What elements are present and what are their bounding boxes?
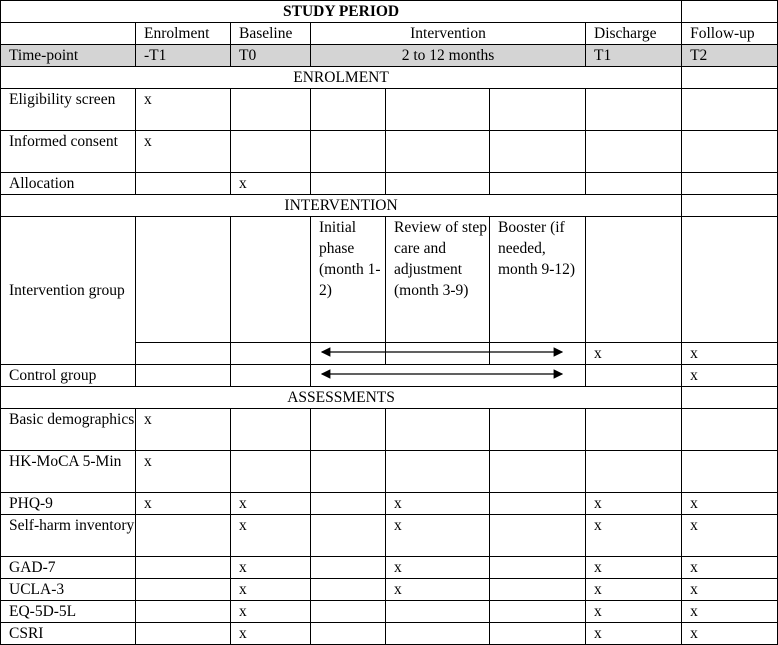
mark-cell: x bbox=[682, 623, 778, 645]
mark-cell: x bbox=[586, 601, 682, 623]
mark-cell: x bbox=[586, 343, 682, 365]
blank-cell bbox=[682, 67, 778, 89]
row-label: Basic demographics bbox=[1, 409, 136, 451]
row-label: Eligibility screen bbox=[1, 89, 136, 131]
timepoint-discharge: T1 bbox=[586, 45, 682, 67]
row-label: PHQ-9 bbox=[1, 493, 136, 515]
mark-cell bbox=[231, 131, 311, 173]
blank-cell bbox=[1, 23, 136, 45]
mark-cell bbox=[386, 601, 490, 623]
col-baseline: Baseline bbox=[231, 23, 311, 45]
mark-cell bbox=[136, 623, 231, 645]
timepoint-baseline: T0 bbox=[231, 45, 311, 67]
blank-cell bbox=[682, 1, 778, 23]
mark-cell: x bbox=[586, 579, 682, 601]
mark-cell: x bbox=[231, 557, 311, 579]
mark-cell: x bbox=[231, 515, 311, 557]
mark-cell bbox=[231, 89, 311, 131]
mark-cell: x bbox=[682, 493, 778, 515]
row-label: Allocation bbox=[1, 173, 136, 195]
mark-cell bbox=[136, 515, 231, 557]
intervention-group-label: Intervention group bbox=[1, 217, 136, 365]
timepoint-intervention: 2 to 12 months bbox=[311, 45, 586, 67]
mark-cell: x bbox=[231, 173, 311, 195]
row-label: GAD-7 bbox=[1, 557, 136, 579]
mark-cell bbox=[386, 451, 490, 493]
mark-cell: x bbox=[136, 409, 231, 451]
row-label: EQ-5D-5L bbox=[1, 601, 136, 623]
blank-cell bbox=[682, 387, 778, 409]
row-label: HK-MoCA 5-Min bbox=[1, 451, 136, 493]
mark-cell: x bbox=[586, 623, 682, 645]
mark-cell: x bbox=[386, 493, 490, 515]
section-enrolment: ENROLMENT bbox=[1, 67, 682, 89]
mark-cell: x bbox=[682, 601, 778, 623]
mark-cell: x bbox=[682, 515, 778, 557]
phase-booster: Booster (if needed, month 9-12) bbox=[490, 217, 586, 343]
mark-cell: x bbox=[231, 623, 311, 645]
mark-cell: x bbox=[386, 579, 490, 601]
col-intervention: Intervention bbox=[311, 23, 586, 45]
row-label: UCLA-3 bbox=[1, 579, 136, 601]
phase-review: Review of step care and adjustment (month 3-9) bbox=[386, 217, 490, 343]
mark-cell: x bbox=[586, 493, 682, 515]
mark-cell bbox=[682, 451, 778, 493]
row-label: Self-harm inventory bbox=[1, 515, 136, 557]
mark-cell: x bbox=[386, 557, 490, 579]
mark-cell: x bbox=[682, 343, 778, 365]
phase-initial: Initial phase (month 1-2) bbox=[311, 217, 386, 343]
mark-cell: x bbox=[682, 579, 778, 601]
mark-cell: x bbox=[682, 365, 778, 387]
mark-cell bbox=[136, 601, 231, 623]
mark-cell: x bbox=[231, 601, 311, 623]
mark-cell: x bbox=[136, 451, 231, 493]
col-discharge: Discharge bbox=[586, 23, 682, 45]
mark-cell: x bbox=[231, 493, 311, 515]
mark-cell bbox=[386, 623, 490, 645]
timepoint-followup: T2 bbox=[682, 45, 778, 67]
mark-cell: x bbox=[682, 557, 778, 579]
col-enrolment: Enrolment bbox=[136, 23, 231, 45]
mark-cell: x bbox=[136, 89, 231, 131]
row-label: CSRI bbox=[1, 623, 136, 645]
mark-cell bbox=[586, 409, 682, 451]
mark-cell: x bbox=[586, 515, 682, 557]
mark-cell: x bbox=[386, 515, 490, 557]
row-label: Informed consent bbox=[1, 131, 136, 173]
timepoint-enrolment: -T1 bbox=[136, 45, 231, 67]
timepoint-label: Time-point bbox=[1, 45, 136, 67]
blank-cell bbox=[682, 195, 778, 217]
mark-cell bbox=[586, 451, 682, 493]
mark-cell bbox=[386, 409, 490, 451]
mark-cell bbox=[136, 557, 231, 579]
section-assessments: ASSESSMENTS bbox=[1, 387, 682, 409]
mark-cell bbox=[136, 579, 231, 601]
mark-cell: x bbox=[231, 579, 311, 601]
mark-cell bbox=[136, 173, 231, 195]
mark-cell: x bbox=[136, 131, 231, 173]
mark-cell: x bbox=[136, 493, 231, 515]
section-intervention: INTERVENTION bbox=[1, 195, 682, 217]
mark-cell bbox=[231, 409, 311, 451]
mark-cell bbox=[682, 409, 778, 451]
study-period-title: STUDY PERIOD bbox=[1, 1, 682, 23]
mark-cell bbox=[231, 451, 311, 493]
control-group-label: Control group bbox=[1, 365, 136, 387]
col-followup: Follow-up bbox=[682, 23, 778, 45]
mark-cell: x bbox=[586, 557, 682, 579]
